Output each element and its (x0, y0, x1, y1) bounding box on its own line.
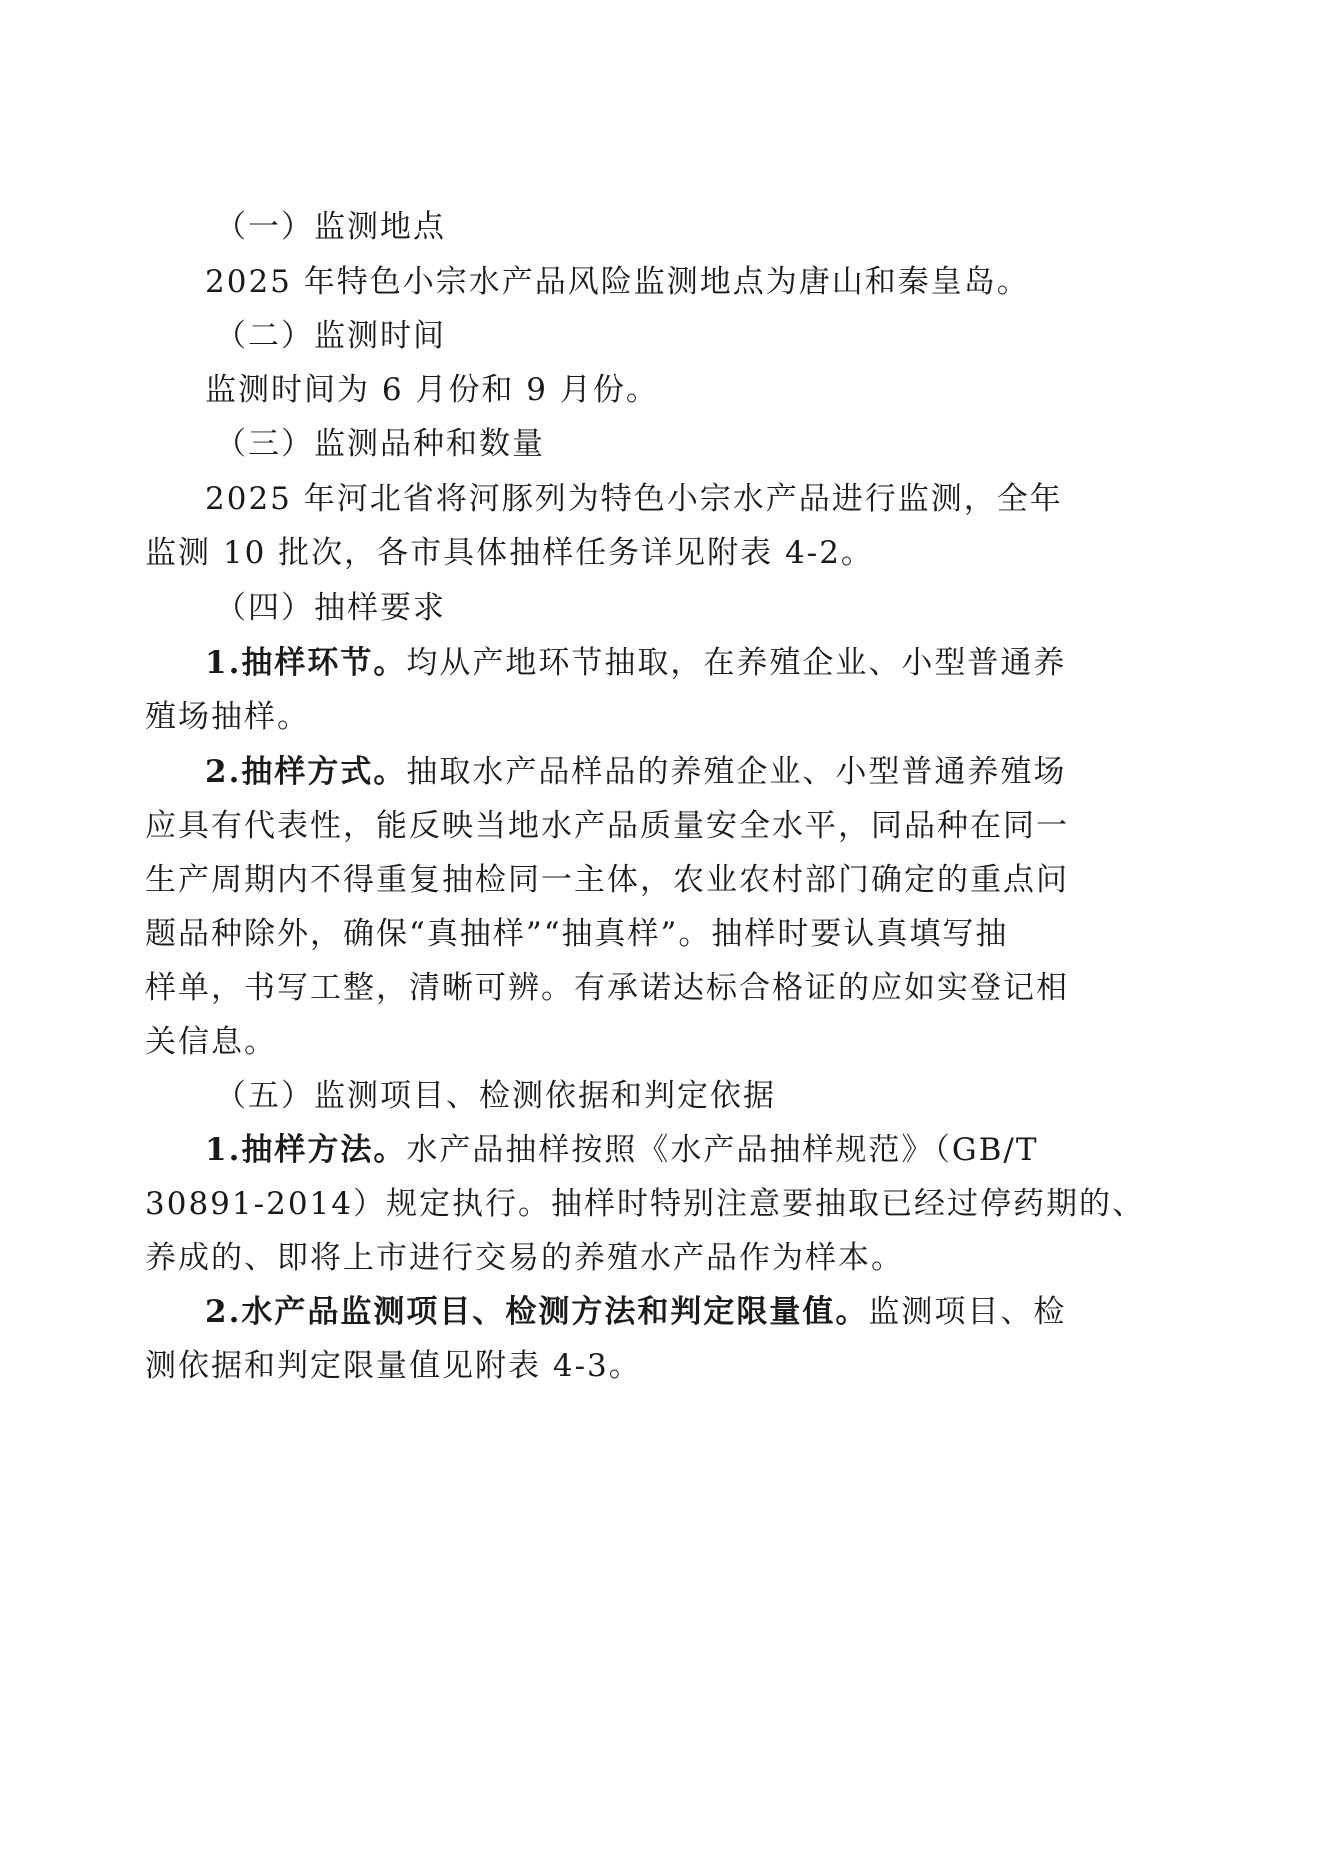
sampling-method-text: 抽取水产品样品的养殖企业、小型普通养殖场 (406, 754, 1067, 790)
detection-items-title: 2.水产品监测项目、检测方法和判定限量值。 (205, 1294, 869, 1330)
method-standard-text: 水产品抽样按照《水产品抽样规范》（GB/T (406, 1132, 1039, 1168)
paragraph-sampling-method-line: 样单，书写工整，清晰可辨。有承诺达标合格证的应如实登记相 (145, 970, 1069, 1006)
sampling-stage-title: 1.抽样环节。 (205, 645, 407, 681)
heading-sampling-requirements: （四）抽样要求 (215, 590, 446, 626)
paragraph-sampling-method-line: 题品种除外，确保“真抽样”“抽真样”。抽样时要认真填写抽 (145, 916, 1009, 952)
paragraph-method-standard-line: 养成的、即将上市进行交易的养殖水产品作为样本。 (145, 1240, 904, 1276)
paragraph-variety-line: 2025 年河北省将河豚列为特色小宗水产品进行监测，全年 (205, 481, 1063, 517)
paragraph-method-standard (205, 1130, 1039, 1170)
paragraph-detection-items-line: 测依据和判定限量值见附表 4-3。 (145, 1348, 642, 1384)
paragraph-sampling-method-line: 生产周期内不得重复抽检同一主体，农业农村部门确定的重点问 (145, 862, 1069, 898)
heading-monitoring-location: （一）监测地点 (215, 209, 446, 245)
heading-monitoring-time: （二）监测时间 (215, 318, 446, 354)
paragraph-variety-line: 监测 10 批次，各市具体抽样任务详见附表 4-2。 (145, 535, 874, 571)
paragraph-sampling-method (205, 752, 1067, 792)
detection-items-text: 监测项目、检 (868, 1294, 1067, 1330)
method-standard-title: 1.抽样方法。 (205, 1132, 407, 1168)
paragraph-sampling-method-line: 关信息。 (145, 1024, 277, 1060)
paragraph-detection-items (205, 1292, 1067, 1332)
sampling-method-title: 2.抽样方式。 (205, 754, 407, 790)
paragraph-location: 2025 年特色小宗水产品风险监测地点为唐山和秦皇岛。 (205, 264, 1030, 300)
paragraph-sampling-method-line: 应具有代表性，能反映当地水产品质量安全水平，同品种在同一 (145, 808, 1069, 844)
heading-items-basis: （五）监测项目、检测依据和判定依据 (215, 1078, 776, 1114)
sampling-stage-text: 均从产地环节抽取，在养殖企业、小型普通养 (406, 645, 1067, 681)
paragraph-time: 监测时间为 6 月份和 9 月份。 (205, 372, 659, 408)
paragraph-method-standard-line: 30891-2014）规定执行。抽样时特别注意要抽取已经过停药期的、 (145, 1186, 1145, 1222)
paragraph-sampling-stage-line: 殖场抽样。 (145, 699, 310, 735)
paragraph-sampling-stage (205, 643, 1067, 683)
heading-variety-quantity: （三）监测品种和数量 (215, 426, 545, 462)
